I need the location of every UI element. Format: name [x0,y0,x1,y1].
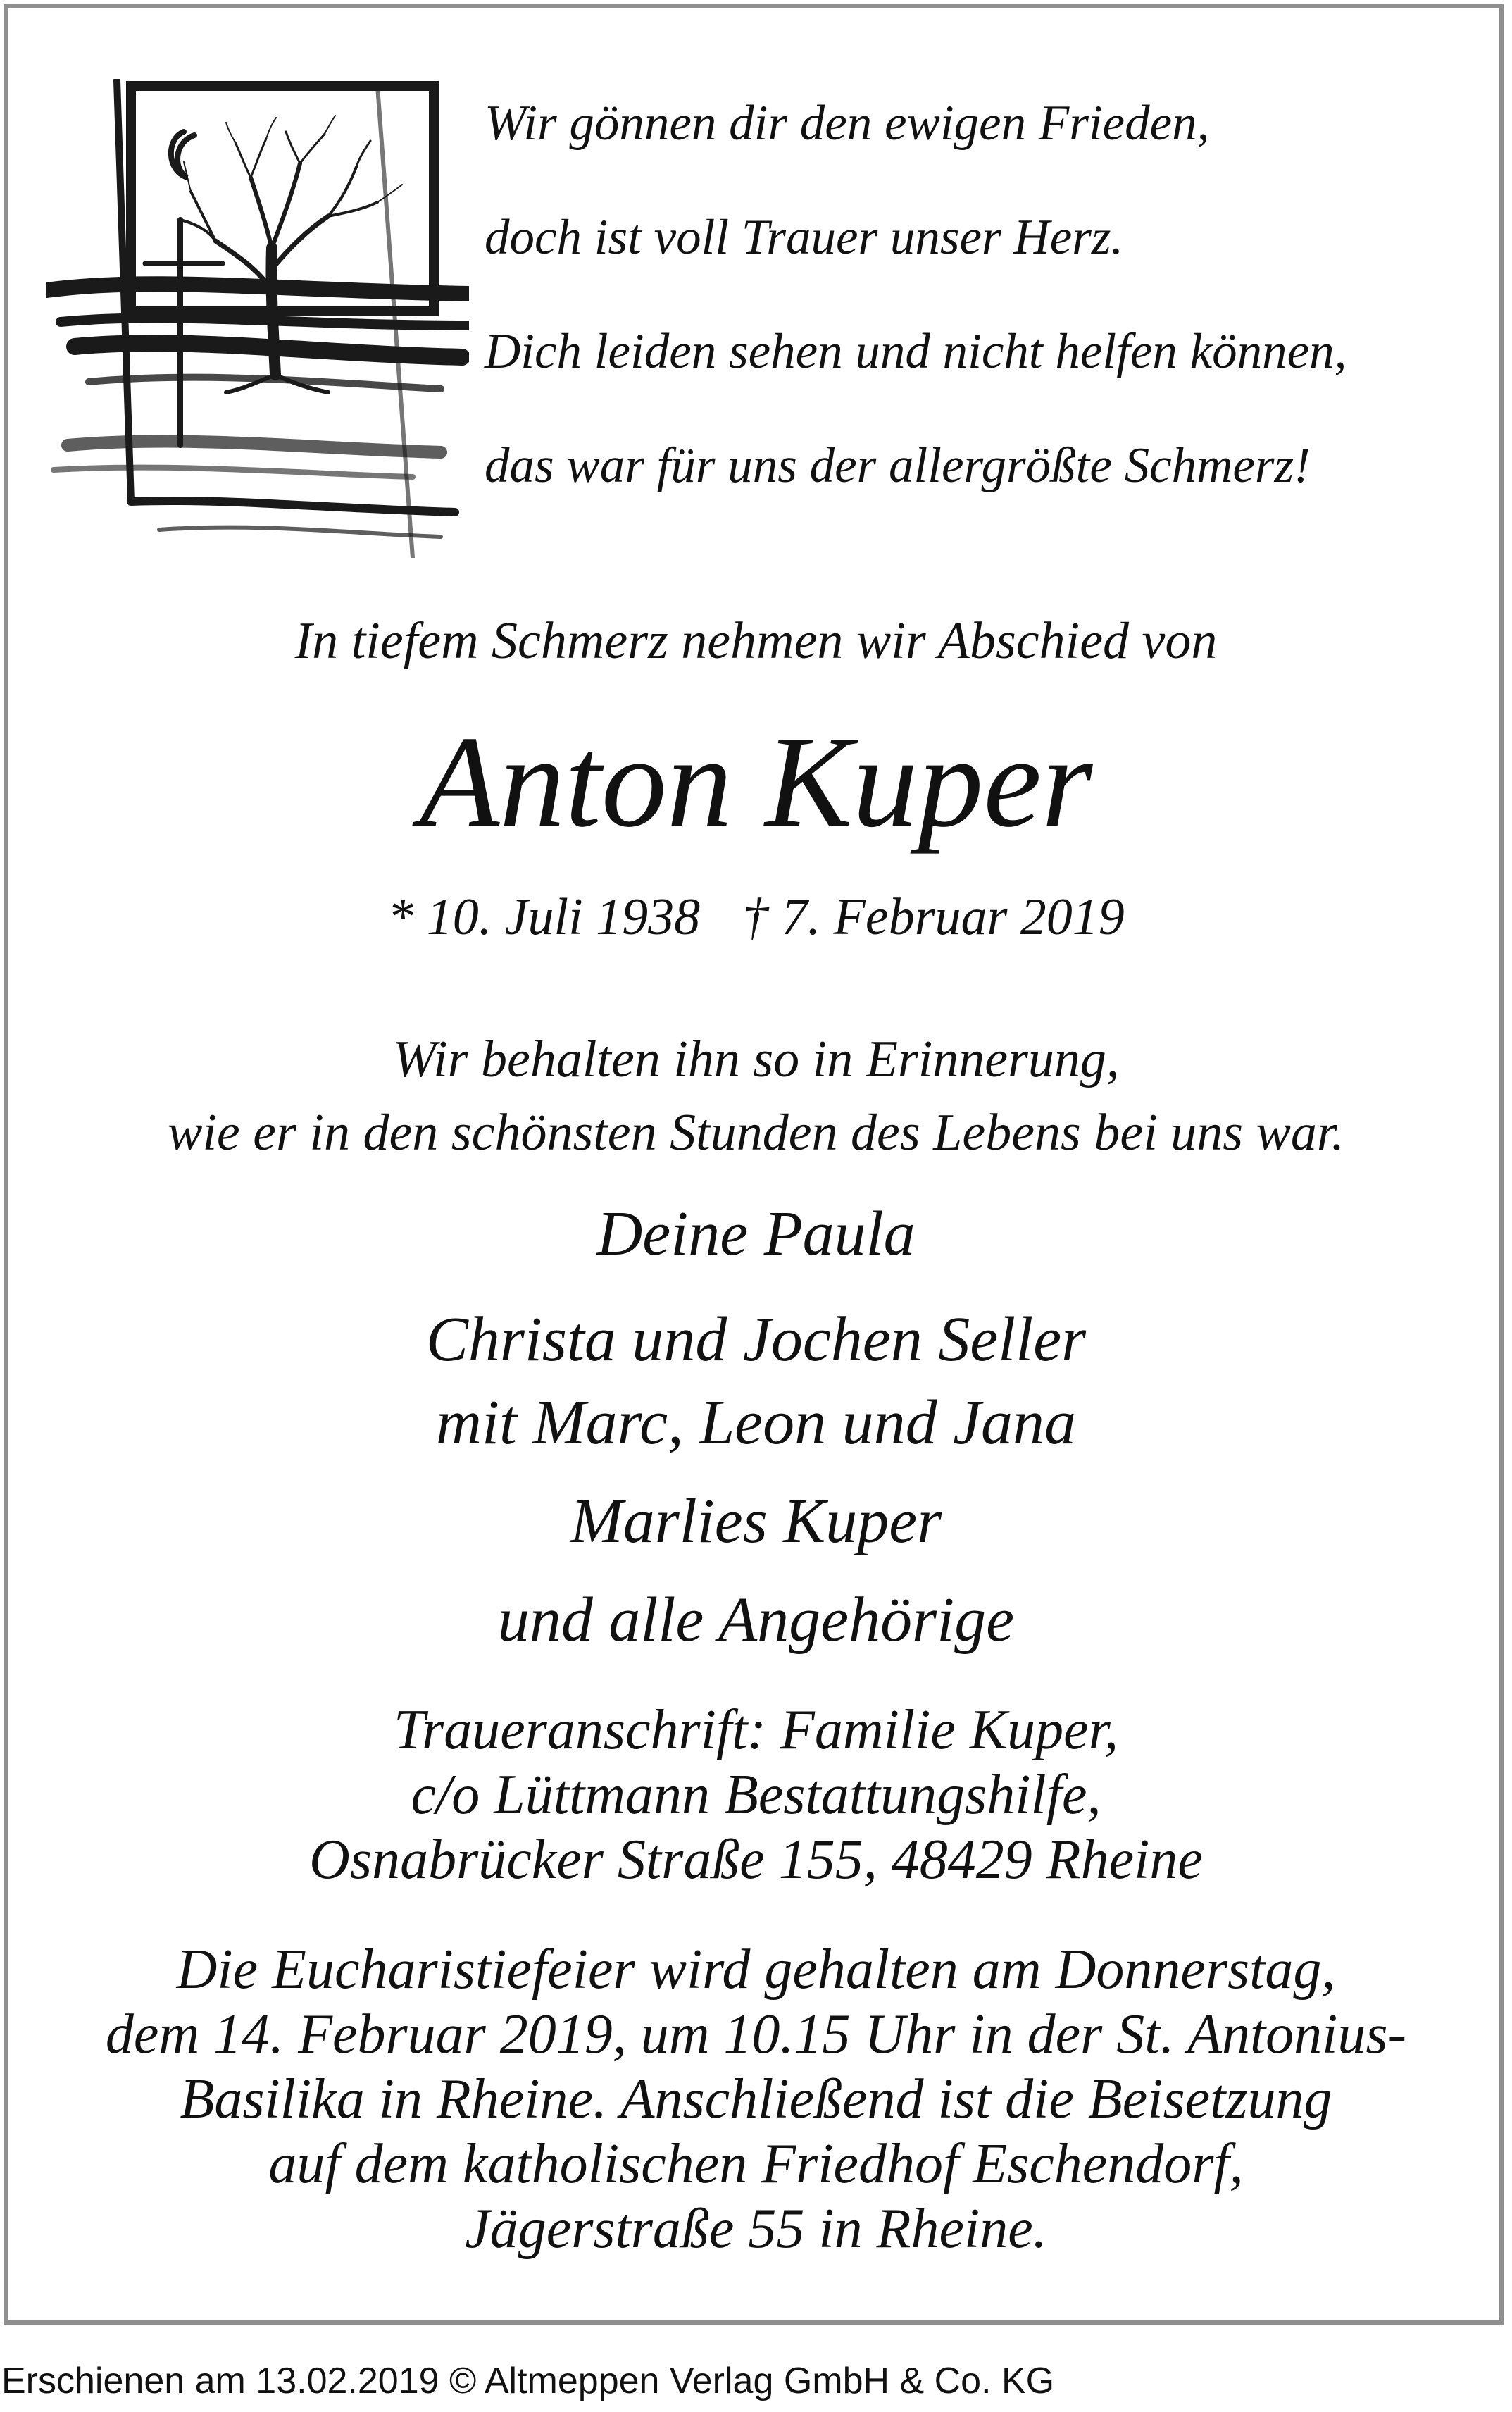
service-line: dem 14. Februar 2019, um 10.15 Uhr in der St. Antonius- [105,2003,1407,2065]
address-line: Osnabrücker Straße 155, 48429 Rheine [309,1829,1203,1891]
poem-line: doch ist voll Trauer unser Herz. [485,210,1124,265]
service-line: Jägerstraße 55 in Rheine. [465,2198,1047,2260]
memory-text [14,1023,1498,1169]
memory-line: Wir behalten ihn so in Erinnerung, [392,1031,1120,1088]
birth-date: * 10. Juli 1938 [387,888,701,946]
poem-line: Dich leiden sehen und nicht helfen können, [485,324,1347,379]
tree-cross-emblem [46,79,469,558]
death-date: † 7. Februar 2019 [742,888,1125,946]
service-line: Basilika in Rheine. Anschließend ist die Beisetzung [180,2068,1332,2130]
farewell-intro: In tiefem Schmerz nehmen wir Abschied von [294,612,1218,670]
deceased-name: Anton Kuper [419,709,1093,854]
service-line: auf dem katholischen Friedhof Eschendorf, [268,2133,1244,2195]
poem-line: Wir gönnen dir den ewigen Frieden, [485,96,1210,151]
service-line: Die Eucharistiefeier wird gehalten am Donnerstag, [176,1939,1336,2001]
life-dates [14,882,1498,952]
publication-footer: Erschienen am 13.02.2019 © Altmeppen Verlag GmbH & Co. KG [1,2361,1055,2401]
poem [485,85,1485,541]
mourning-address [14,1698,1498,1892]
memory-line: wie er in den schönsten Stunden des Lebens bei uns war. [168,1104,1344,1162]
service-info [14,1937,1498,2261]
address-line: Traueranschrift: Familie Kuper, [394,1699,1118,1761]
family-line-grandchildren: mit Marc, Leon und Jana [435,1388,1077,1457]
family-line-daughter: Christa und Jochen Seller [425,1305,1087,1374]
address-line: c/o Lüttmann Bestattungshilfe, [411,1764,1101,1826]
family-line-wife: Deine Paula [596,1199,916,1269]
poem-line: das war für uns der allergrößte Schmerz! [485,438,1311,493]
family-line-relatives: und alle Angehörige [497,1585,1015,1655]
family-line-marlies: Marlies Kuper [570,1486,942,1556]
